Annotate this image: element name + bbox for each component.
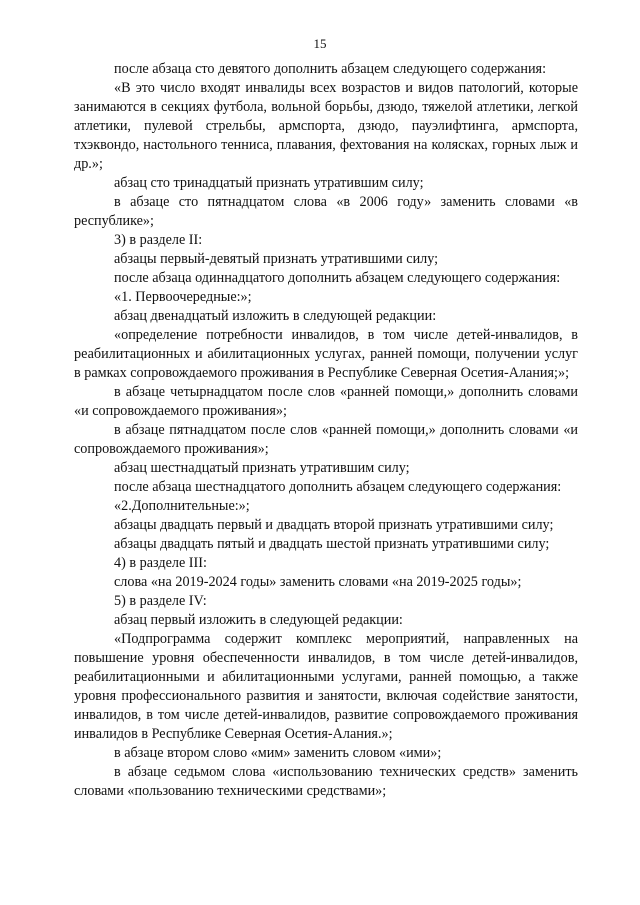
paragraph: слова «на 2019-2024 годы» заменить словами «на 2019-2025 годы»;	[114, 574, 522, 590]
paragraph: «2.Дополнительные:»;	[114, 498, 250, 514]
paragraph: абзацы двадцать пятый и двадцать шестой признать утратившими силу;	[114, 536, 550, 552]
paragraph: в абзаце сто пятнадцатом слова «в 2006 году» заменить словами «в республике»;	[74, 194, 578, 229]
page-number: 15	[313, 36, 327, 51]
paragraph: «Подпрограмма содержит комплекс мероприятий, направленных на повышение уровня обеспеченности инвалидов, в том числе детей-инвалидов, реабилитационными и абилитационными услугами, ранней помощью, а также уровня профессионального развития и занятости, включая содействие занятости, инвалидов, в том числе детей-инвалидов, развитие сопровождаемого проживания инвалидов в Республике Северная Осетия-Алания.»;	[74, 631, 578, 742]
paragraph: абзацы двадцать первый и двадцать второй признать утратившими силу;	[114, 517, 554, 533]
paragraph: в абзаце четырнадцатом после слов «ранней помощи,» дополнить словами «и сопровождаемого проживания»;	[74, 384, 578, 419]
document-body	[74, 60, 578, 801]
paragraph: «определение потребности инвалидов, в том числе детей-инвалидов, в реабилитационных и абилитационных услугах, ранней помощи, получении услуг в рамках сопровождаемого проживания в Республике Северная Осетия-Алания;»;	[74, 327, 578, 381]
paragraph: 5) в разделе IV:	[114, 593, 207, 609]
paragraph: после абзаца одиннадцатого дополнить абзацем следующего содержания:	[114, 270, 561, 286]
paragraph: в абзаце седьмом слова «использованию технических средств» заменить словами «пользованию техническими средствами»;	[74, 764, 578, 799]
paragraph: в абзаце пятнадцатом после слов «ранней помощи,» дополнить словами «и сопровождаемого проживания»;	[74, 422, 578, 457]
paragraph: после абзаца шестнадцатого дополнить абзацем следующего содержания:	[114, 479, 562, 495]
paragraph: абзац сто тринадцатый признать утратившим силу;	[114, 175, 424, 191]
paragraph: абзац шестнадцатый признать утратившим силу;	[114, 460, 410, 476]
paragraph: абзацы первый-девятый признать утратившими силу;	[114, 251, 439, 267]
paragraph: после абзаца сто девятого дополнить абзацем следующего содержания:	[114, 61, 547, 77]
paragraph: абзац первый изложить в следующей редакции:	[114, 612, 403, 628]
paragraph: «В это число входят инвалиды всех возрастов и видов патологий, которые занимаются в секциях футбола, вольной борьбы, дзюдо, тяжелой атлетики, легкой атлетики, пулевой стрельбы, армспорта, дзюдо, пауэлифтинга, армспорта, тхэквондо, настольного тенниса, плавания, фехтования на колясках, горных лыж и др.»;	[74, 80, 578, 172]
paragraph: в абзаце втором слово «мим» заменить словом «ими»;	[114, 745, 442, 761]
paragraph: абзац двенадцатый изложить в следующей редакции:	[114, 308, 437, 324]
paragraph: 4) в разделе III:	[114, 555, 207, 571]
paragraph: 3) в разделе II:	[114, 232, 203, 248]
paragraph: «1. Первоочередные:»;	[114, 289, 252, 305]
